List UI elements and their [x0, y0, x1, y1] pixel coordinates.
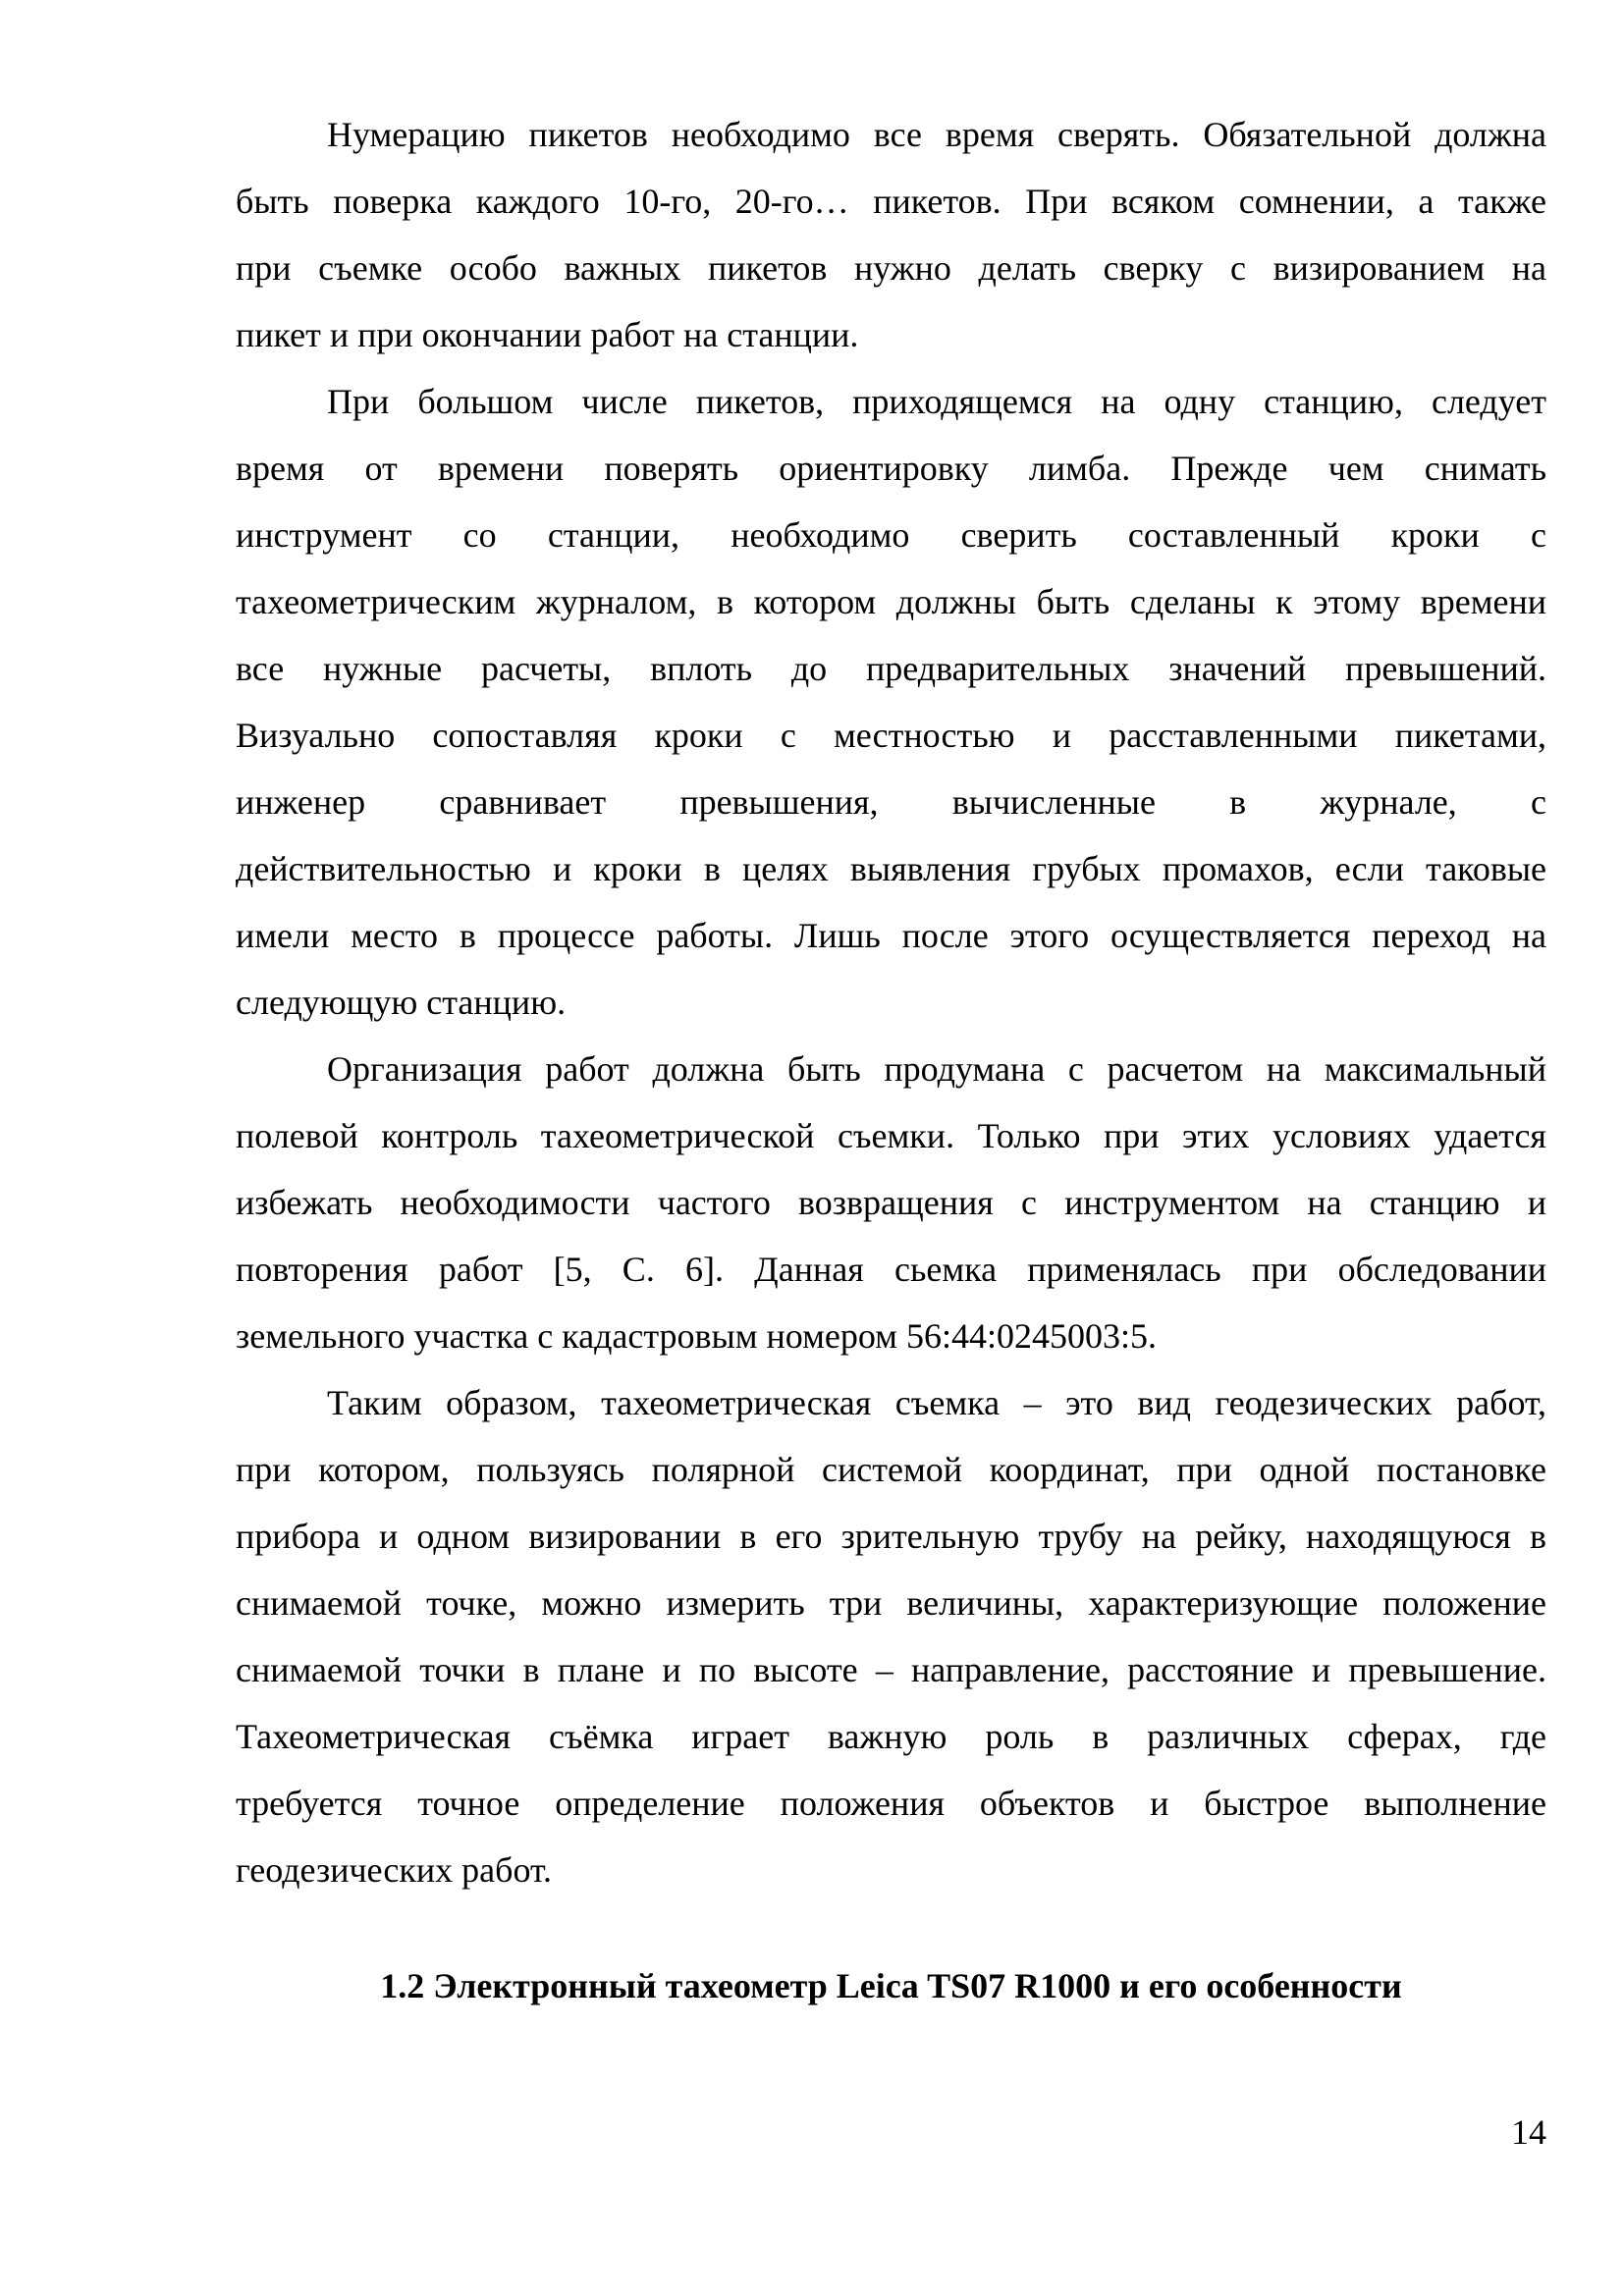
text-line: действительностью и кроки в целях выявления грубых промахов, если таковые [236, 849, 1546, 888]
text-line: инженер сравнивает превышения, вычисленные в журнале, с [236, 782, 1546, 822]
text-line: время от времени поверять ориентировку лимба. Прежде чем снимать [236, 449, 1546, 488]
text-line: все нужные расчеты, вплоть до предварительных значений превышений. [236, 649, 1546, 688]
text-line: снимаемой точке, можно измерить три величины, характеризующие положение [236, 1583, 1546, 1623]
text-line: требуется точное определение положения объектов и быстрое выполнение [236, 1784, 1546, 1823]
page-number: 14 [1511, 2112, 1546, 2152]
text-line: Нумерацию пикетов необходимо все время сверять. Обязательной должна [327, 115, 1546, 154]
text-line: имели место в процессе работы. Лишь после этого осуществляется переход на [236, 916, 1546, 955]
text-line: Таким образом, тахеометрическая съемка – это вид геодезических работ, [327, 1383, 1546, 1422]
text-line: инструмент со станции, необходимо сверить составленный кроки с [236, 515, 1546, 555]
text-line: снимаемой точки в плане и по высоте – направление, расстояние и превышение. [236, 1650, 1546, 1689]
text-line: земельного участка с кадастровым номером 56:44:0245003:5. [236, 1316, 1157, 1356]
text-line: Тахеометрическая съёмка играет важную роль в различных сферах, где [236, 1717, 1546, 1756]
text-line: Визуально сопоставляя кроки с местностью и расставленными пикетами, [236, 716, 1546, 755]
text-line: тахеометрическим журналом, в котором должны быть сделаны к этому времени [236, 582, 1546, 621]
text-line: полевой контроль тахеометрической съемки. Только при этих условиях удается [236, 1116, 1546, 1155]
text-line: следующую станцию. [236, 983, 567, 1022]
text-line: быть поверка каждого 10-го, 20-го… пикетов. При всяком сомнении, а также [236, 182, 1546, 221]
section-heading: 1.2 Электронный тахеометр Leica TS07 R1000 и его особенности [380, 1966, 1402, 2005]
text-line: При большом числе пикетов, приходящемся на одну станцию, следует [327, 382, 1546, 421]
text-line: геодезических работ. [236, 1850, 553, 1890]
text-line: пикет и при окончании работ на станции. [236, 315, 859, 354]
text-line: при котором, пользуясь полярной системой координат, при одной постановке [236, 1450, 1546, 1489]
text-line: избежать необходимости частого возвращения с инструментом на станцию и [236, 1183, 1546, 1222]
body-text [236, 101, 1546, 1903]
text-line: при съемке особо важных пикетов нужно делать сверку с визированием на [236, 248, 1546, 288]
text-line: повторения работ [5, С. 6]. Данная сьемка применялась при обследовании [236, 1250, 1546, 1289]
text-line: Организация работ должна быть продумана с расчетом на максимальный [327, 1049, 1546, 1089]
text-line: прибора и одном визировании в его зрительную трубу на рейку, находящуюся в [236, 1517, 1546, 1556]
